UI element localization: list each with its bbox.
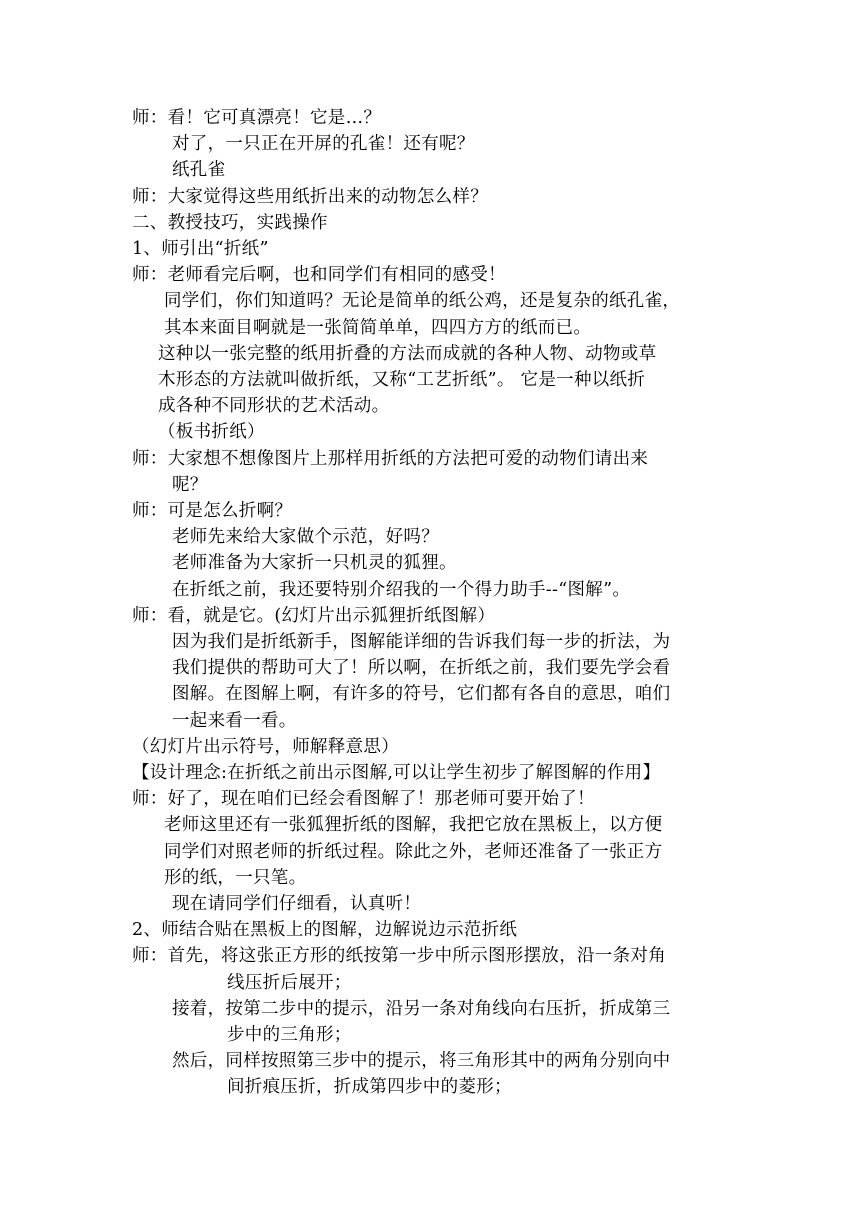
text-line: 师：看！它可真漂亮！它是…？ bbox=[132, 108, 382, 128]
text-line: （板书折纸） bbox=[158, 422, 265, 442]
text-line: 师：老师看完后啊，也和同学们有相同的感受！ bbox=[132, 265, 506, 285]
text-line: 1、师引出“折纸” bbox=[132, 239, 269, 259]
text-line: 老师准备为大家折一只机灵的狐狸。 bbox=[172, 553, 457, 573]
text-line: 步中的三角形； bbox=[227, 1025, 352, 1045]
text-line: 这种以一张完整的纸用折叠的方法而成就的各种人物、动物或草 bbox=[158, 344, 657, 364]
text-line: 纸孔雀 bbox=[172, 160, 226, 180]
text-line: 图解。在图解上啊，有许多的符号，它们都有各自的意思，咱们 bbox=[172, 684, 671, 704]
text-line: 因为我们是折纸新手，图解能详细的告诉我们每一步的折法，为 bbox=[172, 632, 671, 652]
text-line: 师：看，就是它。(幻灯片出示狐狸折纸图解） bbox=[132, 606, 496, 626]
text-line: 一起来看一看。 bbox=[172, 711, 297, 731]
text-line: 现在请同学们仔细看，认真听！ bbox=[172, 894, 422, 914]
text-line: 呢？ bbox=[172, 475, 208, 495]
text-line: 线压折后展开； bbox=[227, 973, 352, 993]
text-line: 对了，一只正在开屏的孔雀！还有呢？ bbox=[172, 134, 475, 154]
text-line: 老师这里还有一张狐狸折纸的图解，我把它放在黑板上，以方便 bbox=[164, 815, 663, 835]
text-line: 间折痕压折，折成第四步中的菱形； bbox=[227, 1077, 512, 1097]
text-line: 我们提供的帮助可大了！所以啊，在折纸之前，我们要先学会看 bbox=[172, 658, 671, 678]
text-line: 【设计理念:在折纸之前出示图解,可以让学生初步了解图解的作用】 bbox=[132, 763, 661, 783]
text-line: 师：大家觉得这些用纸折出来的动物怎么样？ bbox=[132, 187, 488, 207]
text-line: 师：首先，将这张正方形的纸按第一步中所示图形摆放，沿一条对角 bbox=[132, 946, 666, 966]
text-line: 成各种不同形状的艺术活动。 bbox=[158, 396, 390, 416]
text-line: 师：大家想不想像图片上那样用折纸的方法把可爱的动物们请出来 bbox=[132, 449, 649, 469]
text-line: 老师先来给大家做个示范，好吗？ bbox=[172, 527, 439, 547]
text-line: 然后，同样按照第三步中的提示，将三角形其中的两角分别向中 bbox=[172, 1051, 671, 1071]
text-line: 同学们，你们知道吗？无论是简单的纸公鸡，还是复杂的纸孔雀， bbox=[164, 291, 681, 311]
text-line: 木形态的方法就叫做折纸，又称“工艺折纸”。 它是一种以纸折 bbox=[158, 370, 646, 390]
text-line: 在折纸之前，我还要特别介绍我的一个得力助手--“图解”。 bbox=[172, 580, 631, 600]
text-line: 其本来面目啊就是一张简简单单，四四方方的纸而已。 bbox=[164, 318, 592, 338]
text-line: 师：可是怎么折啊？ bbox=[132, 501, 293, 521]
text-line: （幻灯片出示符号，师解释意思） bbox=[132, 737, 399, 757]
text-line: 接着，按第二步中的提示，沿另一条对角线向右压折，折成第三 bbox=[172, 999, 671, 1019]
text-line: 2、师结合贴在黑板上的图解，边解说边示范折纸 bbox=[132, 920, 518, 940]
text-line: 形的纸，一只笔。 bbox=[164, 868, 307, 888]
text-line: 师：好了，现在咱们已经会看图解了！那老师可要开始了！ bbox=[132, 789, 595, 809]
text-line: 二、教授技巧，实践操作 bbox=[132, 213, 328, 233]
text-line: 同学们对照老师的折纸过程。除此之外，老师还准备了一张正方 bbox=[164, 842, 663, 862]
